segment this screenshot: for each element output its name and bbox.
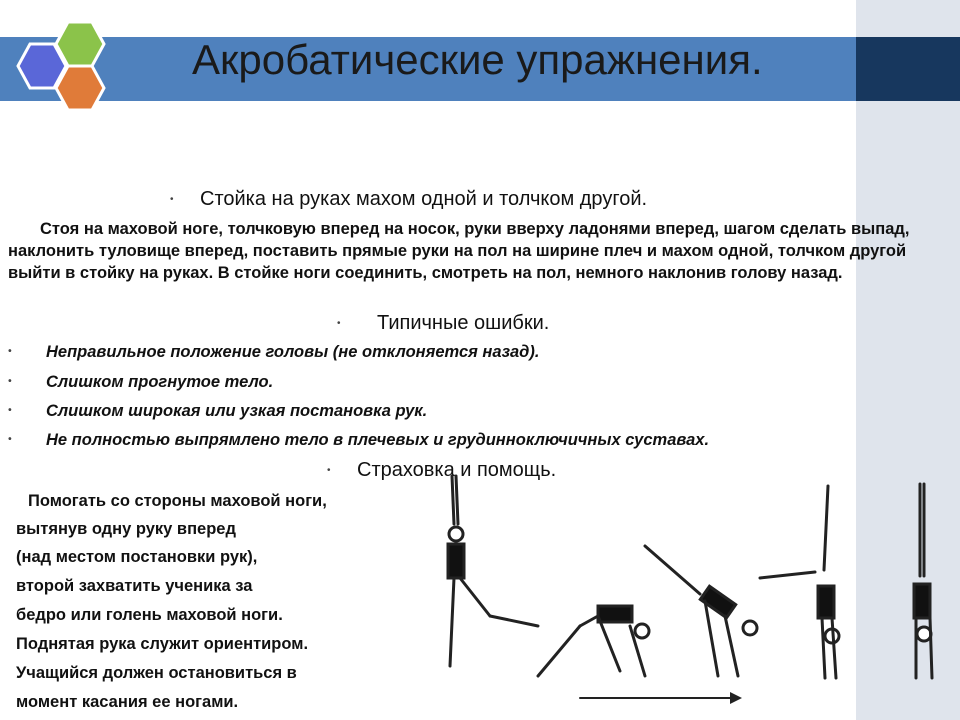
error-item-text: Слишком широкая или узкая постановка рук. (46, 402, 428, 420)
gymnast-figure-5 (914, 484, 932, 678)
errors-heading-text: Типичные ошибки. (377, 312, 550, 334)
help-line: бедро или голень маховой ноги. (16, 606, 283, 624)
hexagon-logo-icon (10, 22, 110, 118)
help-line: (над местом постановки рук), (16, 548, 258, 566)
section-heading-errors (337, 312, 550, 335)
help-line: вытянув одну руку вперед (16, 520, 236, 538)
handstand-heading-text: Стойка на руках махом одной и толчком другой. (200, 188, 648, 210)
handstand-description (8, 218, 948, 284)
gymnast-figure-3 (645, 546, 757, 676)
help-line: момент касания ее ногами. (16, 693, 239, 711)
help-line: Учащийся должен остановиться в (16, 664, 297, 682)
help-line: Поднятая рука служит ориентиром. (16, 635, 309, 653)
section-heading-handstand (170, 188, 648, 211)
title-bar-dark (856, 37, 960, 101)
error-item-text: Не полностью выпрямлено тело в плечевых и грудинноключичных суставах. (46, 431, 710, 449)
hexagon-green (56, 22, 104, 66)
hexagon-orange (56, 66, 104, 110)
error-item-text: Слишком прогнутое тело. (46, 373, 274, 391)
gymnast-figure-2 (538, 606, 649, 676)
gymnast-figure-4 (760, 486, 839, 678)
bullet-icon: • (170, 194, 174, 205)
bullet-icon: • (8, 405, 12, 416)
help-line: Помогать со стороны маховой ноги, (28, 492, 327, 510)
help-heading-text: Страховка и помощь. (357, 459, 557, 481)
bullet-icon: • (327, 465, 331, 476)
help-line: второй захватить ученика за (16, 577, 253, 595)
handstand-description-text: Стоя на маховой ноге, толчковую вперед на носок, руки вверху ладонями вперед, шагом сделать выпад, наклонить туловище вперед, поставить прямые руки на пол на ширине плеч и махом одной, толчком другой выйти в стойку на руках. В стойке ноги соединить, смотреть на пол, немного наклонив голову назад. (8, 220, 910, 282)
bullet-icon: • (8, 434, 12, 445)
error-item-text: Неправильное положение головы (не отклоняется назад). (46, 343, 540, 361)
handstand-sequence-illustration (420, 466, 960, 720)
bullet-icon: • (337, 318, 341, 329)
page-title: Акробатические упражнения. (192, 36, 763, 83)
bullet-icon: • (8, 376, 12, 387)
gymnast-figure-1 (448, 476, 538, 666)
bullet-icon: • (8, 346, 12, 357)
